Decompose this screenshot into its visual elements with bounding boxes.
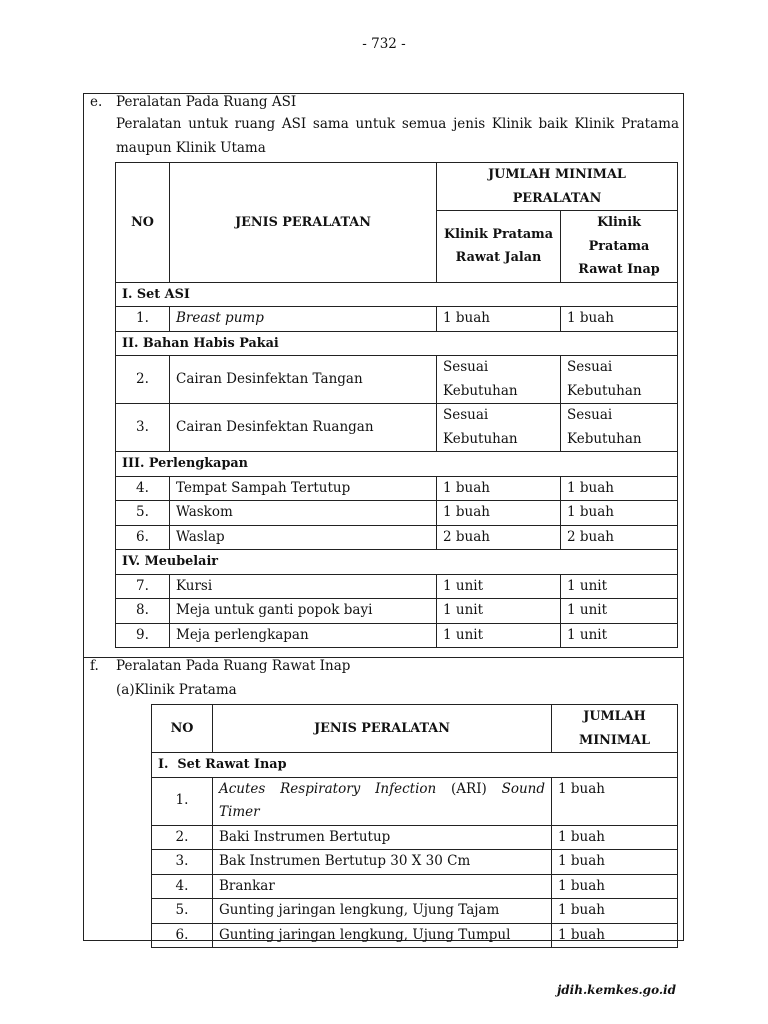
table-row bbox=[116, 525, 678, 550]
row-number: 5. bbox=[152, 899, 213, 924]
header-jenis-peralatan: JENIS PERALATAN bbox=[170, 163, 437, 283]
group-row bbox=[116, 550, 678, 575]
table-row bbox=[116, 599, 678, 624]
quantity: 1 buah bbox=[552, 850, 678, 875]
header-rawat-inap: Klinik Pratama Rawat Inap bbox=[561, 211, 678, 283]
qty-rawat-inap: 2 buah bbox=[561, 525, 678, 550]
equipment-name: Cairan Desinfektan Ruangan bbox=[170, 404, 437, 452]
group-number: I. bbox=[158, 757, 169, 772]
footer-source: jdih.kemkes.go.id bbox=[556, 983, 676, 997]
row-number: 9. bbox=[116, 623, 170, 648]
section-f-subtitle: (a)Klinik Pratama bbox=[116, 682, 237, 698]
qty-rawat-inap: 1 unit bbox=[561, 599, 678, 624]
group-row bbox=[116, 452, 678, 477]
qty-rawat-inap: Sesuai Kebutuhan bbox=[561, 404, 678, 452]
row-number: 2. bbox=[116, 356, 170, 404]
equipment-name: Cairan Desinfektan Tangan bbox=[170, 356, 437, 404]
equipment-name: Bak Instrumen Bertutup 30 X 30 Cm bbox=[213, 850, 552, 875]
group-label: II. Bahan Habis Pakai bbox=[116, 331, 678, 356]
quantity: 1 buah bbox=[552, 923, 678, 948]
table-row bbox=[116, 404, 678, 452]
row-number: 7. bbox=[116, 574, 170, 599]
equipment-name: Baki Instrumen Bertutup bbox=[213, 825, 552, 850]
section-f-marker: f. bbox=[90, 658, 99, 674]
equipment-name-italic: Acutes Respiratory Infection bbox=[219, 780, 437, 797]
equipment-name: Tempat Sampah Tertutup bbox=[170, 476, 437, 501]
asi-equipment-table bbox=[115, 162, 678, 648]
qty-rawat-jalan: 1 unit bbox=[437, 599, 561, 624]
qty-rawat-inap: Sesuai Kebutuhan bbox=[561, 356, 678, 404]
row-number: 4. bbox=[152, 874, 213, 899]
qty-rawat-inap: 1 buah bbox=[561, 307, 678, 332]
section-e-title: Peralatan Pada Ruang ASI bbox=[116, 94, 297, 110]
qty-rawat-inap: 1 buah bbox=[561, 476, 678, 501]
qty-rawat-jalan: 1 buah bbox=[437, 501, 561, 526]
equipment-name: Breast pump bbox=[170, 307, 437, 332]
qty-rawat-jalan: 1 unit bbox=[437, 623, 561, 648]
equipment-name bbox=[213, 777, 552, 825]
header-jenis-peralatan: JENIS PERALATAN bbox=[213, 705, 552, 753]
header-jumlah-minimal: JUMLAH MINIMAL bbox=[552, 705, 678, 753]
quantity: 1 buah bbox=[552, 874, 678, 899]
row-number: 8. bbox=[116, 599, 170, 624]
group-row bbox=[152, 753, 678, 778]
qty-rawat-jalan: Sesuai Kebutuhan bbox=[437, 404, 561, 452]
table-row bbox=[116, 307, 678, 332]
table-row bbox=[152, 874, 678, 899]
qty-rawat-inap: 1 unit bbox=[561, 623, 678, 648]
header-rawat-jalan: Klinik Pratama Rawat Jalan bbox=[437, 211, 561, 283]
equipment-name: Gunting jaringan lengkung, Ujung Tumpul bbox=[213, 923, 552, 948]
equipment-name: Meja untuk ganti popok bayi bbox=[170, 599, 437, 624]
row-number: 6. bbox=[152, 923, 213, 948]
group-label bbox=[152, 753, 678, 778]
table-row bbox=[152, 850, 678, 875]
quantity: 1 buah bbox=[552, 825, 678, 850]
equipment-name: Kursi bbox=[170, 574, 437, 599]
table-row bbox=[116, 356, 678, 404]
qty-rawat-inap: 1 unit bbox=[561, 574, 678, 599]
equipment-name: Gunting jaringan lengkung, Ujung Tajam bbox=[213, 899, 552, 924]
quantity: 1 buah bbox=[552, 899, 678, 924]
row-number: 3. bbox=[152, 850, 213, 875]
row-number: 1. bbox=[152, 777, 213, 825]
quantity: 1 buah bbox=[552, 777, 678, 825]
qty-rawat-jalan: 1 buah bbox=[437, 476, 561, 501]
table-row bbox=[116, 501, 678, 526]
header-no: NO bbox=[116, 163, 170, 283]
row-number: 5. bbox=[116, 501, 170, 526]
row-number: 1. bbox=[116, 307, 170, 332]
group-label: III. Perlengkapan bbox=[116, 452, 678, 477]
table-row bbox=[152, 777, 678, 825]
qty-rawat-jalan: Sesuai Kebutuhan bbox=[437, 356, 561, 404]
table-row bbox=[116, 623, 678, 648]
rawat-inap-equipment-table bbox=[151, 704, 678, 948]
qty-rawat-inap: 1 buah bbox=[561, 501, 678, 526]
table-row bbox=[152, 825, 678, 850]
table-row bbox=[152, 923, 678, 948]
row-number: 2. bbox=[152, 825, 213, 850]
row-number: 4. bbox=[116, 476, 170, 501]
row-number: 6. bbox=[116, 525, 170, 550]
equipment-name: Waskom bbox=[170, 501, 437, 526]
section-f-title: Peralatan Pada Ruang Rawat Inap bbox=[116, 658, 351, 674]
section-e-marker: e. bbox=[90, 94, 103, 110]
qty-rawat-jalan: 1 unit bbox=[437, 574, 561, 599]
equipment-name-italic-2: Sound Timer bbox=[219, 780, 545, 820]
page-number: - 732 - bbox=[362, 36, 406, 52]
section-e-paragraph: Peralatan untuk ruang ASI sama untuk semua jenis Klinik baik Klinik Pratama maupun Klinik Utama bbox=[116, 116, 679, 156]
group-label: IV. Meubelair bbox=[116, 550, 678, 575]
table-row bbox=[152, 899, 678, 924]
group-title: Set Rawat Inap bbox=[177, 757, 287, 772]
equipment-name-plain: (ARI) bbox=[451, 780, 487, 797]
qty-rawat-jalan: 1 buah bbox=[437, 307, 561, 332]
equipment-name: Meja perlengkapan bbox=[170, 623, 437, 648]
header-jumlah-minimal: JUMLAH MINIMAL PERALATAN bbox=[437, 163, 678, 211]
group-row bbox=[116, 282, 678, 307]
row-number: 3. bbox=[116, 404, 170, 452]
table-row bbox=[116, 574, 678, 599]
group-row bbox=[116, 331, 678, 356]
equipment-name: Waslap bbox=[170, 525, 437, 550]
group-label: I. Set ASI bbox=[116, 282, 678, 307]
equipment-name: Brankar bbox=[213, 874, 552, 899]
table-row bbox=[116, 476, 678, 501]
header-no: NO bbox=[152, 705, 213, 753]
qty-rawat-jalan: 2 buah bbox=[437, 525, 561, 550]
